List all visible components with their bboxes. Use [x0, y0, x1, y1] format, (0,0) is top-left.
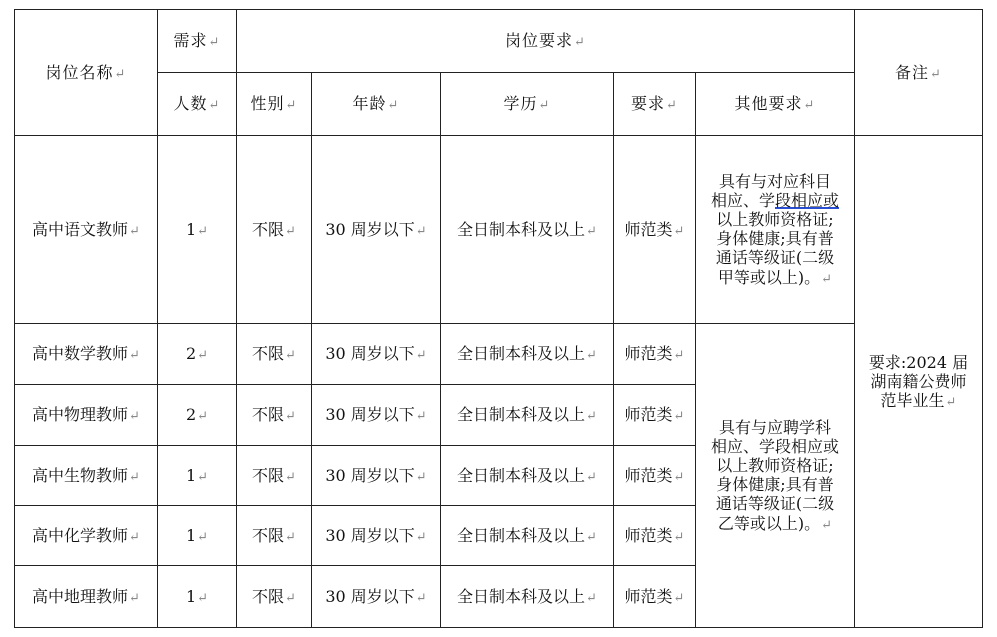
header-post-name: 岗位名称↵ [15, 10, 158, 136]
post-cell: 高中语文教师↵ [15, 136, 158, 324]
gender-cell: 不限↵ [237, 566, 312, 628]
table-row [15, 136, 983, 324]
education-cell: 全日制本科及以上↵ [441, 566, 614, 628]
other-requirements-2: 具有与应聘学科 相应、学段相应或 以上教师资格证; 身体健康;具有普 通话等级证(二级 乙等或以上)。↵ [696, 324, 855, 628]
header-require: 要求↵ [614, 73, 696, 136]
count-cell: 1↵ [158, 566, 237, 628]
age-cell: 30 周岁以下↵ [312, 385, 441, 446]
require-cell: 师范类↵ [614, 136, 696, 324]
count-cell: 2↵ [158, 385, 237, 446]
remarks-cell: 要求:2024 届 湖南籍公费师 范毕业生↵ [855, 136, 983, 628]
header-count: 人数↵ [158, 73, 237, 136]
header-gender: 性别↵ [237, 73, 312, 136]
header-requirements: 岗位要求↵ [237, 10, 855, 73]
education-cell: 全日制本科及以上↵ [441, 136, 614, 324]
other-requirements-1: 具有与对应科目 相应、学段相应或 以上教师资格证; 身体健康;具有普 通话等级证(二级 甲等或以上)。↵ [696, 136, 855, 324]
age-cell: 30 周岁以下↵ [312, 566, 441, 628]
gender-cell: 不限↵ [237, 136, 312, 324]
post-cell: 高中数学教师↵ [15, 324, 158, 385]
header-demand: 需求↵ [158, 10, 237, 73]
recruitment-table [14, 9, 983, 628]
header-education: 学历↵ [441, 73, 614, 136]
age-cell: 30 周岁以下↵ [312, 446, 441, 506]
require-cell: 师范类↵ [614, 324, 696, 385]
post-cell: 高中物理教师↵ [15, 385, 158, 446]
gender-cell: 不限↵ [237, 324, 312, 385]
count-cell: 1↵ [158, 506, 237, 566]
age-cell: 30 周岁以下↵ [312, 506, 441, 566]
education-cell: 全日制本科及以上↵ [441, 324, 614, 385]
gender-cell: 不限↵ [237, 446, 312, 506]
post-cell: 高中地理教师↵ [15, 566, 158, 628]
age-cell: 30 周岁以下↵ [312, 136, 441, 324]
header-remarks: 备注↵ [855, 10, 983, 136]
require-cell: 师范类↵ [614, 385, 696, 446]
require-cell: 师范类↵ [614, 506, 696, 566]
count-cell: 1↵ [158, 446, 237, 506]
header-age: 年龄↵ [312, 73, 441, 136]
age-cell: 30 周岁以下↵ [312, 324, 441, 385]
header-other: 其他要求↵ [696, 73, 855, 136]
gender-cell: 不限↵ [237, 506, 312, 566]
post-cell: 高中生物教师↵ [15, 446, 158, 506]
post-cell: 高中化学教师↵ [15, 506, 158, 566]
count-cell: 1↵ [158, 136, 237, 324]
education-cell: 全日制本科及以上↵ [441, 506, 614, 566]
gender-cell: 不限↵ [237, 385, 312, 446]
education-cell: 全日制本科及以上↵ [441, 385, 614, 446]
table-row [15, 324, 983, 385]
require-cell: 师范类↵ [614, 566, 696, 628]
count-cell: 2↵ [158, 324, 237, 385]
education-cell: 全日制本科及以上↵ [441, 446, 614, 506]
require-cell: 师范类↵ [614, 446, 696, 506]
